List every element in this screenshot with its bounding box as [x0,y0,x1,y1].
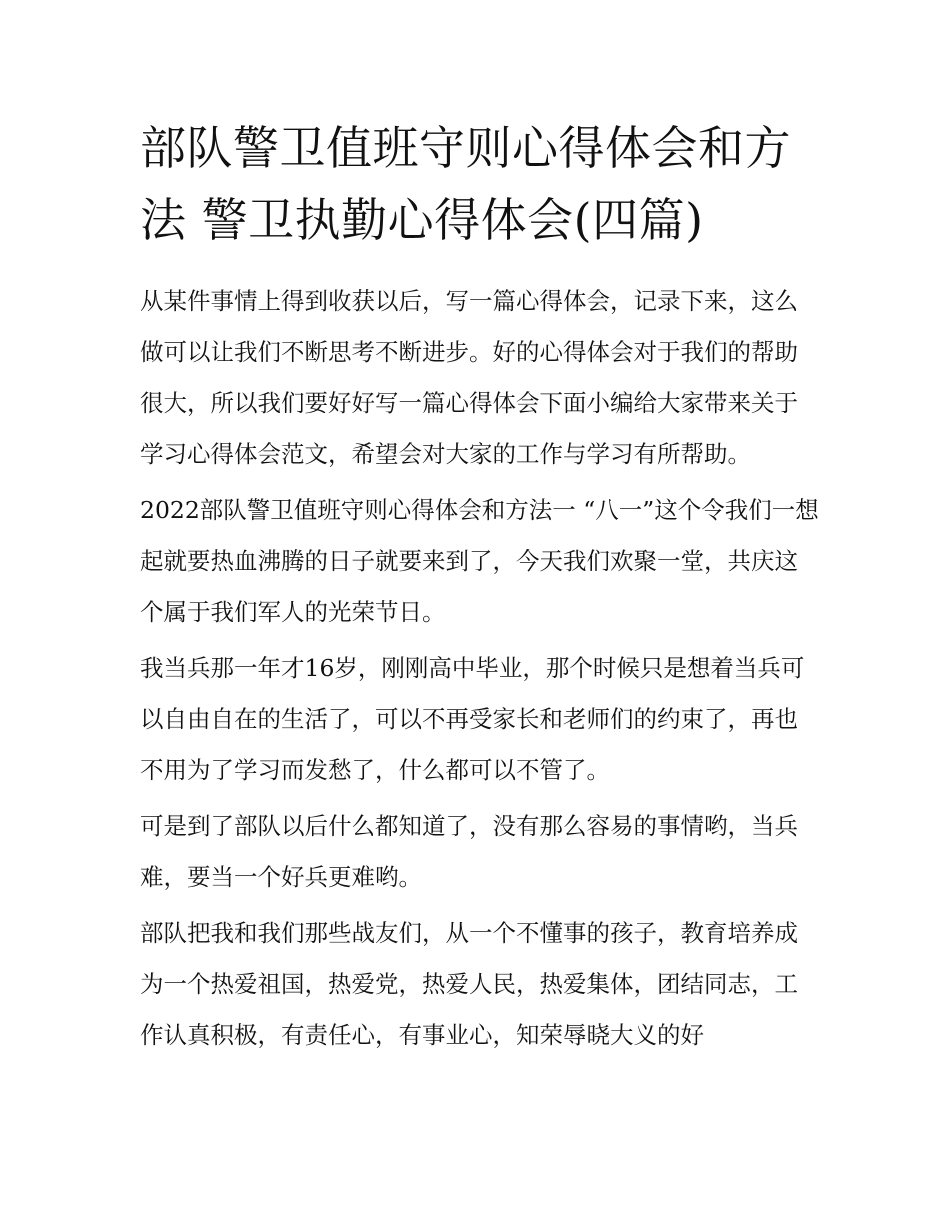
document-body [140,276,820,1066]
document-title: 部队警卫值班守则心得体会和方法 警卫执勤心得体会(四篇) [140,121,791,247]
paragraph-2: 我当兵那一年才16岁，刚刚高中毕业，那个时候只是想着当兵可以自由自在的生活了，可以不再受家长和老师们的约束了，再也不用为了学习而发愁了，什么都可以不管了。 [140,654,805,784]
paragraph-intro: 从某件事情上得到收获以后，写一篇心得体会，记录下来，这么做可以让我们不断思考不断进步。好的心得体会对于我们的帮助很大，所以我们要好好写一篇心得体会下面小编给大家带来关于学习心得体会范文，希望会对大家的工作与学习有所帮助。 [140,287,798,468]
paragraph-3: 可是到了部队以后什么都知道了，没有那么容易的事情哟，当兵难，要当一个好兵更难哟。 [140,812,798,891]
paragraph-1: 2022部队警卫值班守则心得体会和方法一 “八一”这个令我们一想起就要热血沸腾的日子就要来到了，今天我们欢聚一堂，共庆这个属于我们军人的光荣节日。 [140,496,819,626]
paragraph-4: 部队把我和我们那些战友们，从一个不懂事的孩子，教育培养成为一个热爱祖国，热爱党，热爱人民，热爱集体，团结同志，工作认真积极，有责任心，有事业心，知荣辱晓大义的好 [140,919,798,1049]
